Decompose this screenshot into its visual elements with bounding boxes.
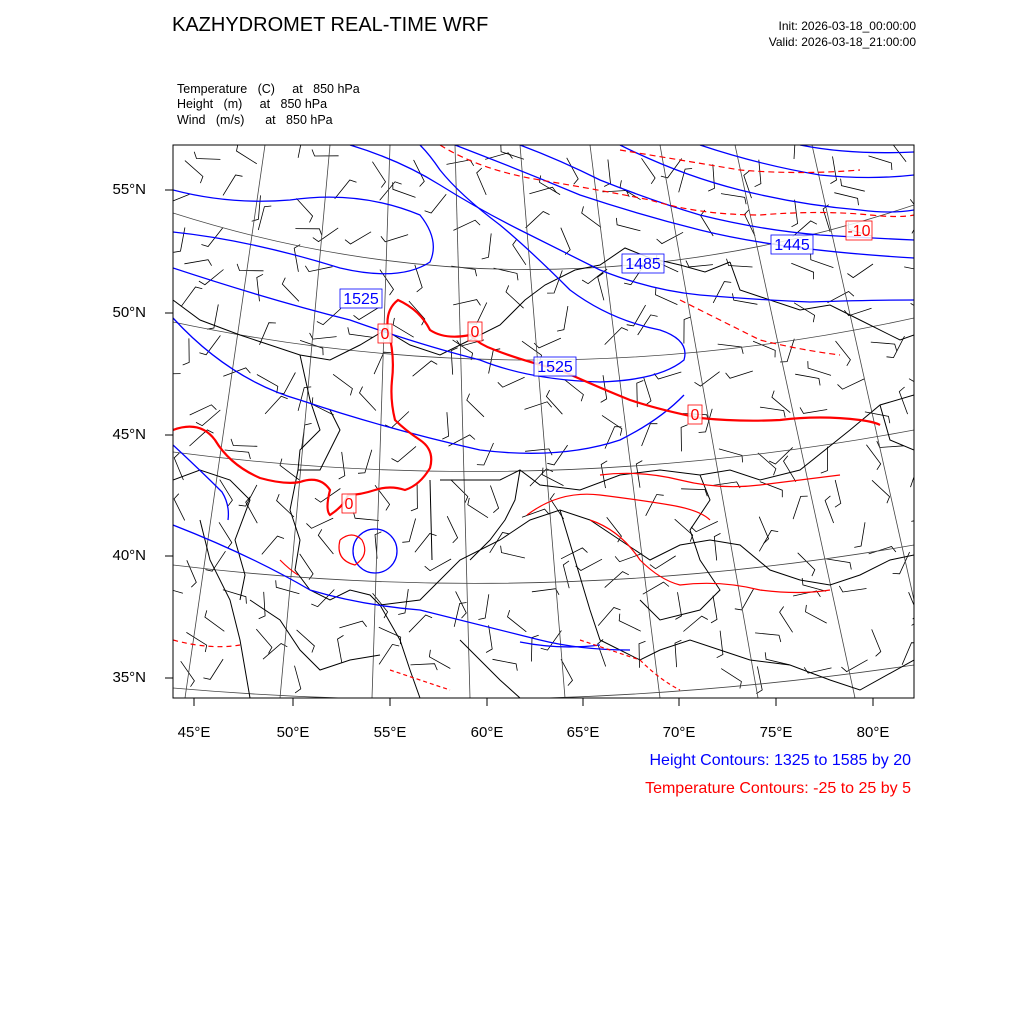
wind-barb: [467, 394, 484, 417]
wind-barb: [353, 512, 379, 521]
temperature-contour-label: 0: [470, 324, 480, 341]
wind-barb: [806, 605, 827, 623]
wind-barb: [791, 263, 813, 279]
wind-barb: [557, 306, 568, 331]
wind-barb: [711, 596, 717, 623]
wind-barb: [744, 171, 752, 198]
wind-barb: [526, 212, 550, 228]
wind-barb: [409, 615, 432, 632]
wind-barb: [411, 664, 438, 670]
wind-barb: [904, 267, 929, 279]
wind-barb: [525, 449, 552, 455]
wind-barb: [196, 410, 220, 426]
wind-barb: [451, 480, 468, 503]
wind-barb: [277, 373, 295, 394]
wind-barb: [185, 161, 203, 184]
wind-barb: [547, 445, 567, 465]
wind-barb: [207, 304, 218, 329]
contour-label-boxes: [340, 221, 872, 513]
wind-barb: [187, 560, 197, 587]
wind-barb: [372, 162, 385, 188]
wind-barb: [794, 133, 802, 159]
wind-barb: [306, 518, 333, 528]
wind-barb: [644, 378, 651, 405]
wind-barb: [313, 228, 338, 242]
wind-barb: [393, 318, 414, 337]
wind-barb: [607, 517, 622, 542]
lat-label: 45°N: [112, 426, 146, 443]
wind-barb: [755, 633, 781, 642]
wind-barb: [798, 553, 815, 576]
wind-barb: [237, 264, 263, 271]
wind-barb: [532, 589, 559, 595]
wind-barb: [339, 621, 366, 628]
height-contour-label: 1525: [537, 359, 573, 376]
wind-barb: [847, 264, 873, 278]
wind-barb: [619, 614, 641, 632]
temperature-contours-legend: Temperature Contours: -25 to 25 by 5: [645, 780, 911, 797]
wind-barb: [257, 375, 278, 394]
wind-barb: [793, 496, 808, 519]
wind-barb: [203, 659, 223, 679]
wind-barb: [811, 253, 834, 268]
wind-barb: [375, 532, 381, 559]
wind-barb: [546, 390, 562, 414]
lon-label: 55°E: [373, 724, 407, 741]
wind-barb: [379, 644, 399, 664]
wind-barb: [534, 338, 561, 348]
wind-barb: [231, 439, 257, 446]
temperature-contour-label: -10: [847, 223, 871, 240]
temperature-contour-label: 0: [690, 407, 700, 424]
wind-barb: [513, 239, 526, 265]
wind-barb: [681, 489, 707, 496]
wind-barb: [453, 300, 480, 306]
wind-barb: [413, 361, 438, 376]
wind-barb: [839, 586, 866, 592]
wind-barb: [657, 232, 684, 243]
wind-barb: [300, 554, 313, 580]
wind-barb: [755, 160, 761, 187]
wind-barb: [726, 371, 753, 378]
field-height-label: Height (m) at 850 hPa: [177, 97, 328, 111]
wind-barb: [190, 430, 214, 446]
wind-barb: [295, 229, 321, 236]
wind-barb: [442, 412, 448, 439]
wind-barb: [186, 632, 206, 652]
wind-barb: [910, 199, 925, 224]
wind-barb: [333, 374, 352, 395]
wind-barb: [800, 407, 827, 413]
wind-barb: [836, 341, 851, 366]
wind-barb: [312, 397, 334, 415]
wind-barb: [567, 158, 579, 184]
wind-barb: [282, 278, 299, 302]
wind-barb: [468, 498, 488, 518]
lat-label: 50°N: [112, 304, 146, 321]
wind-barb: [239, 485, 257, 506]
wind-barb: [719, 449, 743, 463]
wind-barb: [565, 380, 584, 402]
lon-label: 60°E: [470, 724, 504, 741]
wind-barb: [205, 610, 224, 631]
wind-barb: [598, 608, 620, 626]
wind-barb: [854, 522, 865, 547]
wind-barb: [381, 235, 408, 242]
wind-barb: [501, 546, 525, 558]
wind-barb: [911, 464, 926, 487]
wind-barb: [348, 327, 373, 337]
wind-barb: [686, 261, 713, 267]
wind-barb: [899, 387, 907, 414]
lon-label: 80°E: [856, 724, 890, 741]
wind-barb: [598, 273, 604, 300]
wind-barb: [159, 580, 183, 594]
wind-barb: [760, 407, 785, 417]
wind-barb: [912, 612, 938, 625]
wind-barb: [911, 517, 938, 523]
wind-barb: [714, 533, 720, 560]
wind-barb: [237, 144, 257, 164]
wind-barb: [872, 629, 881, 656]
wind-barb: [683, 616, 707, 631]
wind-barb: [627, 305, 646, 326]
wind-barb: [482, 233, 492, 259]
wind-barb: [841, 660, 867, 672]
wind-barb: [259, 592, 265, 619]
init-time: Init: 2026-03-18_00:00:00: [778, 19, 916, 33]
wind-barb: [256, 629, 272, 653]
wind-barb: [392, 446, 417, 462]
wind-barb: [490, 486, 498, 513]
wind-barb: [616, 218, 640, 231]
wind-barb: [296, 198, 312, 222]
wind-barb: [830, 156, 836, 183]
wind-barb: [257, 274, 263, 301]
wind-barb: [826, 559, 851, 570]
field-wind-label: Wind (m/s) at 850 hPa: [177, 113, 333, 127]
lon-label: 45°E: [177, 724, 211, 741]
wind-barb: [838, 379, 865, 389]
wind-barb: [834, 193, 858, 206]
wind-barb: [721, 194, 746, 205]
wind-barb: [563, 561, 569, 588]
wind-barb: [530, 469, 553, 486]
wind-barb: [866, 445, 880, 470]
wind-barb: [759, 517, 768, 544]
wind-barb: [713, 282, 731, 303]
wind-barb: [681, 425, 688, 452]
wind-barb: [508, 610, 527, 632]
wind-barb: [312, 150, 339, 157]
lon-label: 50°E: [276, 724, 310, 741]
wind-barb: [258, 206, 271, 230]
lat-label: 40°N: [112, 547, 146, 564]
wind-barb: [174, 228, 185, 253]
wind-barb: [869, 156, 892, 170]
wind-barb: [735, 589, 754, 610]
height-contour-label: 1485: [625, 256, 661, 273]
wind-barb: [310, 333, 337, 339]
wind-barb: [429, 650, 450, 669]
wind-barb: [522, 509, 549, 517]
temperature-contour-label: 0: [380, 326, 390, 343]
wind-barb: [360, 387, 376, 411]
lon-label: 70°E: [662, 724, 696, 741]
wind-barb: [780, 607, 793, 633]
wind-barb: [717, 631, 723, 658]
lon-label: 65°E: [566, 724, 600, 741]
axis-ticks: [165, 190, 873, 706]
wind-barb: [451, 348, 457, 375]
wind-barb: [262, 536, 284, 554]
wind-barb: [385, 412, 409, 428]
wind-barb: [411, 484, 418, 511]
wind-barb: [477, 443, 494, 465]
wind-barb: [449, 435, 476, 446]
wind-barb: [758, 453, 776, 475]
height-contour-label: 1525: [343, 291, 379, 308]
wind-barb: [183, 338, 190, 365]
wind-barb: [402, 519, 415, 543]
height-contours-legend: Height Contours: 1325 to 1585 by 20: [649, 752, 911, 769]
wind-barb: [708, 164, 714, 191]
lon-label: 75°E: [759, 724, 793, 741]
wind-barb: [498, 377, 525, 387]
wind-barb: [825, 496, 834, 523]
wind-barb: [841, 179, 865, 192]
wind-barb: [598, 639, 606, 666]
wind-barb: [756, 666, 762, 693]
wind-barb: [260, 323, 276, 345]
wind-barb: [759, 531, 778, 552]
wind-barb: [646, 495, 664, 516]
wind-barb: [802, 578, 826, 591]
temperature-contours: [173, 145, 914, 690]
wind-barb: [425, 194, 447, 213]
wind-barb: [909, 379, 930, 398]
lat-label: 35°N: [112, 669, 146, 686]
wind-barb: [486, 625, 492, 652]
wind-barb: [354, 307, 380, 320]
wind-barb: [912, 212, 930, 233]
wind-barb: [506, 285, 524, 308]
height-contour-label: 1445: [774, 237, 810, 254]
wind-barb: [871, 342, 897, 351]
wind-barb: [295, 666, 301, 693]
wind-barb: [190, 405, 217, 415]
wind-barb: [605, 328, 628, 345]
map-title: KAZHYDROMET REAL-TIME WRF: [172, 14, 489, 36]
wind-barb: [358, 450, 372, 474]
wind-barb: [447, 516, 457, 543]
wind-barb: [477, 168, 487, 195]
wind-barb: [338, 635, 344, 662]
wind-barb: [695, 372, 720, 386]
wind-barb: [794, 303, 815, 322]
country-borders: [173, 248, 914, 698]
wind-barb: [294, 245, 300, 272]
wind-barb: [184, 260, 211, 266]
wind-barb: [784, 456, 796, 482]
wind-barb: [393, 182, 416, 197]
wind-barb: [620, 180, 641, 199]
wind-barb: [639, 641, 646, 668]
valid-time: Valid: 2026-03-18_21:00:00: [768, 35, 916, 49]
wind-barb: [246, 497, 258, 523]
wind-barb: [318, 529, 333, 554]
wind-barb: [872, 480, 890, 503]
wind-barb: [194, 152, 220, 160]
wind-barb: [265, 396, 288, 414]
field-temperature-label: Temperature (C) at 850 hPa: [177, 82, 360, 96]
wind-barb: [345, 232, 371, 244]
wind-barb: [223, 175, 243, 195]
wind-barb: [181, 287, 202, 306]
wind-barbs: [154, 133, 939, 694]
wind-barb: [174, 494, 185, 521]
wind-barb: [721, 669, 741, 689]
wind-barb: [415, 534, 437, 553]
wind-barb: [339, 452, 345, 479]
wind-barb: [335, 180, 357, 199]
lat-label: 55°N: [112, 181, 146, 198]
wind-barb: [174, 453, 183, 480]
wind-barb: [425, 559, 451, 571]
wind-barb: [154, 368, 181, 375]
wind-barb: [163, 194, 190, 203]
wind-barb: [684, 317, 691, 344]
wind-barb: [469, 303, 486, 325]
wind-barb: [605, 427, 622, 449]
wind-barb: [892, 137, 907, 162]
wind-barb: [795, 374, 820, 385]
wind-barb: [547, 270, 562, 293]
wind-barb: [525, 402, 552, 410]
wind-barb: [478, 594, 488, 619]
wind-barb: [576, 559, 602, 570]
wind-barb: [642, 158, 656, 184]
wind-barb: [808, 361, 831, 375]
wind-barb: [493, 659, 518, 670]
wind-barb: [835, 480, 841, 507]
temperature-contour-label: 0: [344, 496, 354, 513]
wind-barb: [494, 268, 518, 280]
